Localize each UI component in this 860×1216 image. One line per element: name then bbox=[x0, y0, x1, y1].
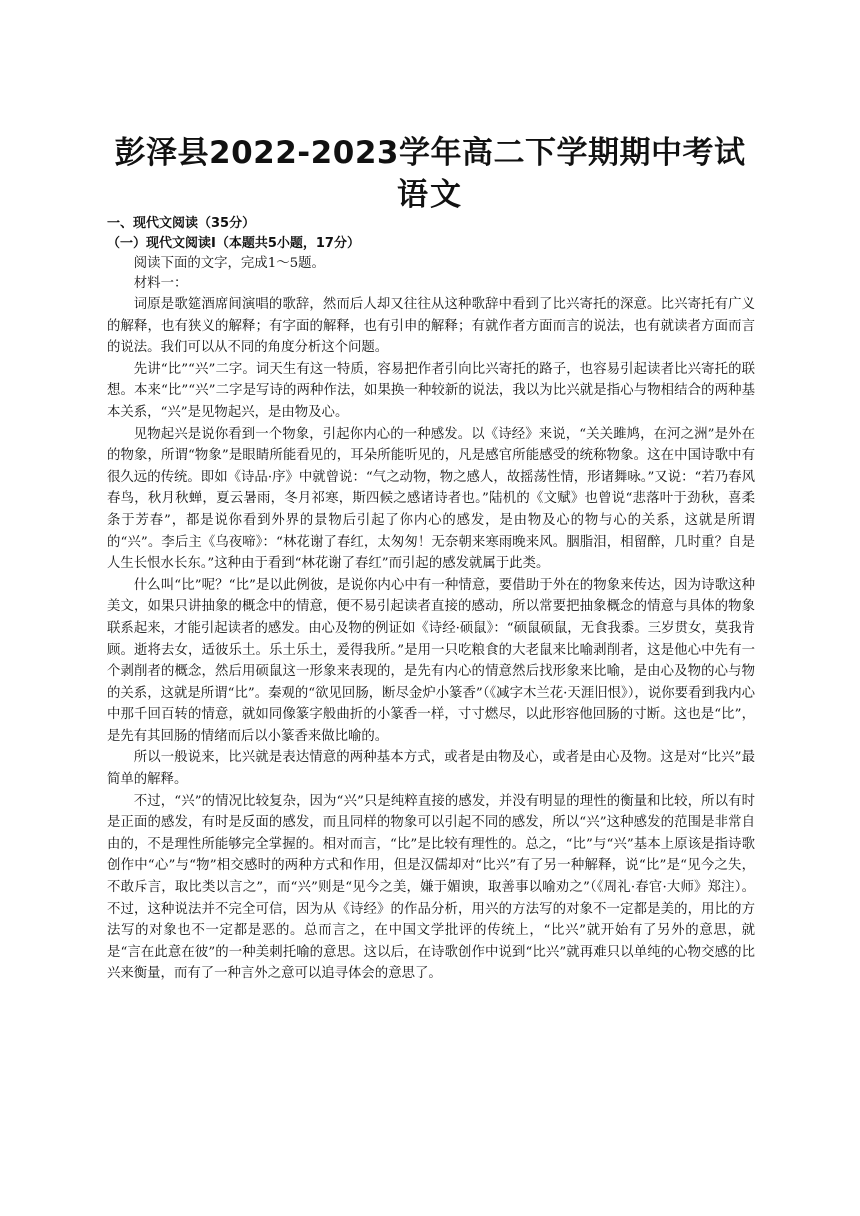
paragraph: 所以一般说来，比兴就是表达情意的两种基本方式，或者是由物及心，或者是由心及物。这是对“比兴”最简单的解释。 bbox=[107, 750, 755, 788]
paragraph: 什么叫“比”呢？“比”是以此例彼，是说你内心中有一种情意，要借助于外在的物象来传达，因为诗歌这种美文，如果只讲抽象的概念中的情意，便不易引起读者直接的感动，所以常要把抽象概念的情意与具体的物象联系起来，才能引起读者的感发。由心及物的例证如《诗经·硕鼠》：“硕鼠硕鼠，无食我黍。三岁贯女，莫我肯顾。逝将去女，适彼乐土。乐土乐土，爰得我所。”是用一只吃粮食的大老鼠来比喻剥削者，这是他心中先有一个剥削者的概念，然后用硕鼠这一形象来表现的，是先有内心的情意然后找形象来比喻，是由心及物的心与物的关系，这就是所谓“比”。秦观的“欲见回肠，断尽金炉小篆香”（《减字木兰花·天涯旧恨》），说你要看到我内心中那千回百转的情意，就如同像篆字般曲折的小篆香一样，寸寸燃尽，以此形容他回肠的寸断。这也是“比”，是先有其回肠的情绪而后以小篆香来做比喻的。 bbox=[107, 577, 755, 744]
material-label: 材料一： bbox=[133, 276, 188, 291]
title-block bbox=[0, 132, 860, 216]
paragraph: 词原是歌筵酒席间演唱的歌辞，然而后人却又往往从这种歌辞中看到了比兴寄托的深意。比兴寄托有广义的解释，也有狭义的解释；有字面的解释，也有引申的解释；有就作者方面而言的说法，也有就读者方面而言的说法。我们可以从不同的角度分析这个问题。 bbox=[107, 297, 755, 356]
subsection-heading: （一）现代文阅读Ⅰ（本题共5小题，17分） bbox=[107, 236, 360, 251]
reading-instruction: 阅读下面的文字，完成1～5题。 bbox=[133, 256, 325, 271]
paragraph: 先讲“比”“兴”二字。词天生有这一特质，容易把作者引向比兴寄托的路子，也容易引起读者比兴寄托的联想。本来“比”“兴”二字是写诗的两种作法，如果换一种较新的说法，我以为比兴就是指心与物相结合的两种基本关系，“兴”是见物起兴，是由物及心。 bbox=[107, 361, 755, 420]
exam-title: 彭泽县2022-2023学年高二下学期期中考试 bbox=[114, 135, 746, 171]
section-heading: 一、现代文阅读（35分） bbox=[107, 216, 256, 231]
paragraph: 见物起兴是说你看到一个物象，引起你内心的一种感发。以《诗经》来说，“关关雎鸠，在河之洲”是外在的物象，所谓“物象”是眼睛所能看见的，耳朵所能听见的，凡是感官所能感受的统称物象。这在中国诗歌中有很久远的传统。即如《诗品·序》中就曾说：“气之动物，物之感人，故摇荡性情，形诸舞咏。”又说：“若乃春风春鸟，秋月秋蝉，夏云暑雨，冬月祁寒，斯四候之感诸诗者也。”陆机的《文赋》也曾说“悲落叶于劲秋，喜柔条于芳春”，都是说你看到外界的景物后引起了你内心的感发，是由物及心的物与心的关系，这就是所谓的“兴”。李后主《乌夜啼》：“林花谢了春红，太匆匆！无奈朝来寒雨晚来风。胭脂泪，相留醉，几时重？自是人生长恨水长东。”这种由于看到“林花谢了春红”而引起的感发就属于此类。 bbox=[107, 426, 755, 572]
exam-content bbox=[107, 214, 755, 985]
exam-subject: 语文 bbox=[397, 177, 463, 213]
paragraph: 不过，“兴”的情况比较复杂，因为“兴”只是纯粹直接的感发，并没有明显的理性的衡量和比较，所以有时是正面的感发，有时是反面的感发，而且同样的物象可以引起不同的感发，所以“兴”这种感发的范围是非常自由的，不是理性所能够完全掌握的。相对而言，“比”是比较有理性的。总之，“比”与“兴”基本上原该是指诗歌创作中“心”与“物”相交感时的两种方式和作用，但是汉儒却对“比兴”有了另一种解释，说“比”是“见今之失，不敢斥言，取比类以言之”，而“兴”则是“见今之美，嫌于媚谀，取善事以喻劝之”（《周礼·春官·大师》郑注）。不过，这种说法并不完全可信，因为从《诗经》的作品分析，用兴的方法写的对象不一定都是美的，用比的方法写的对象也不一定都是恶的。总而言之，在中国文学批评的传统上，“比兴”就开始有了另外的意思，就是“言在此意在彼”的一种美刺托喻的意思。这以后，在诗歌创作中说到“比兴”就再难只以单纯的心物交感的比兴来衡量，而有了一种言外之意可以追寻体会的意思了。 bbox=[107, 793, 755, 982]
